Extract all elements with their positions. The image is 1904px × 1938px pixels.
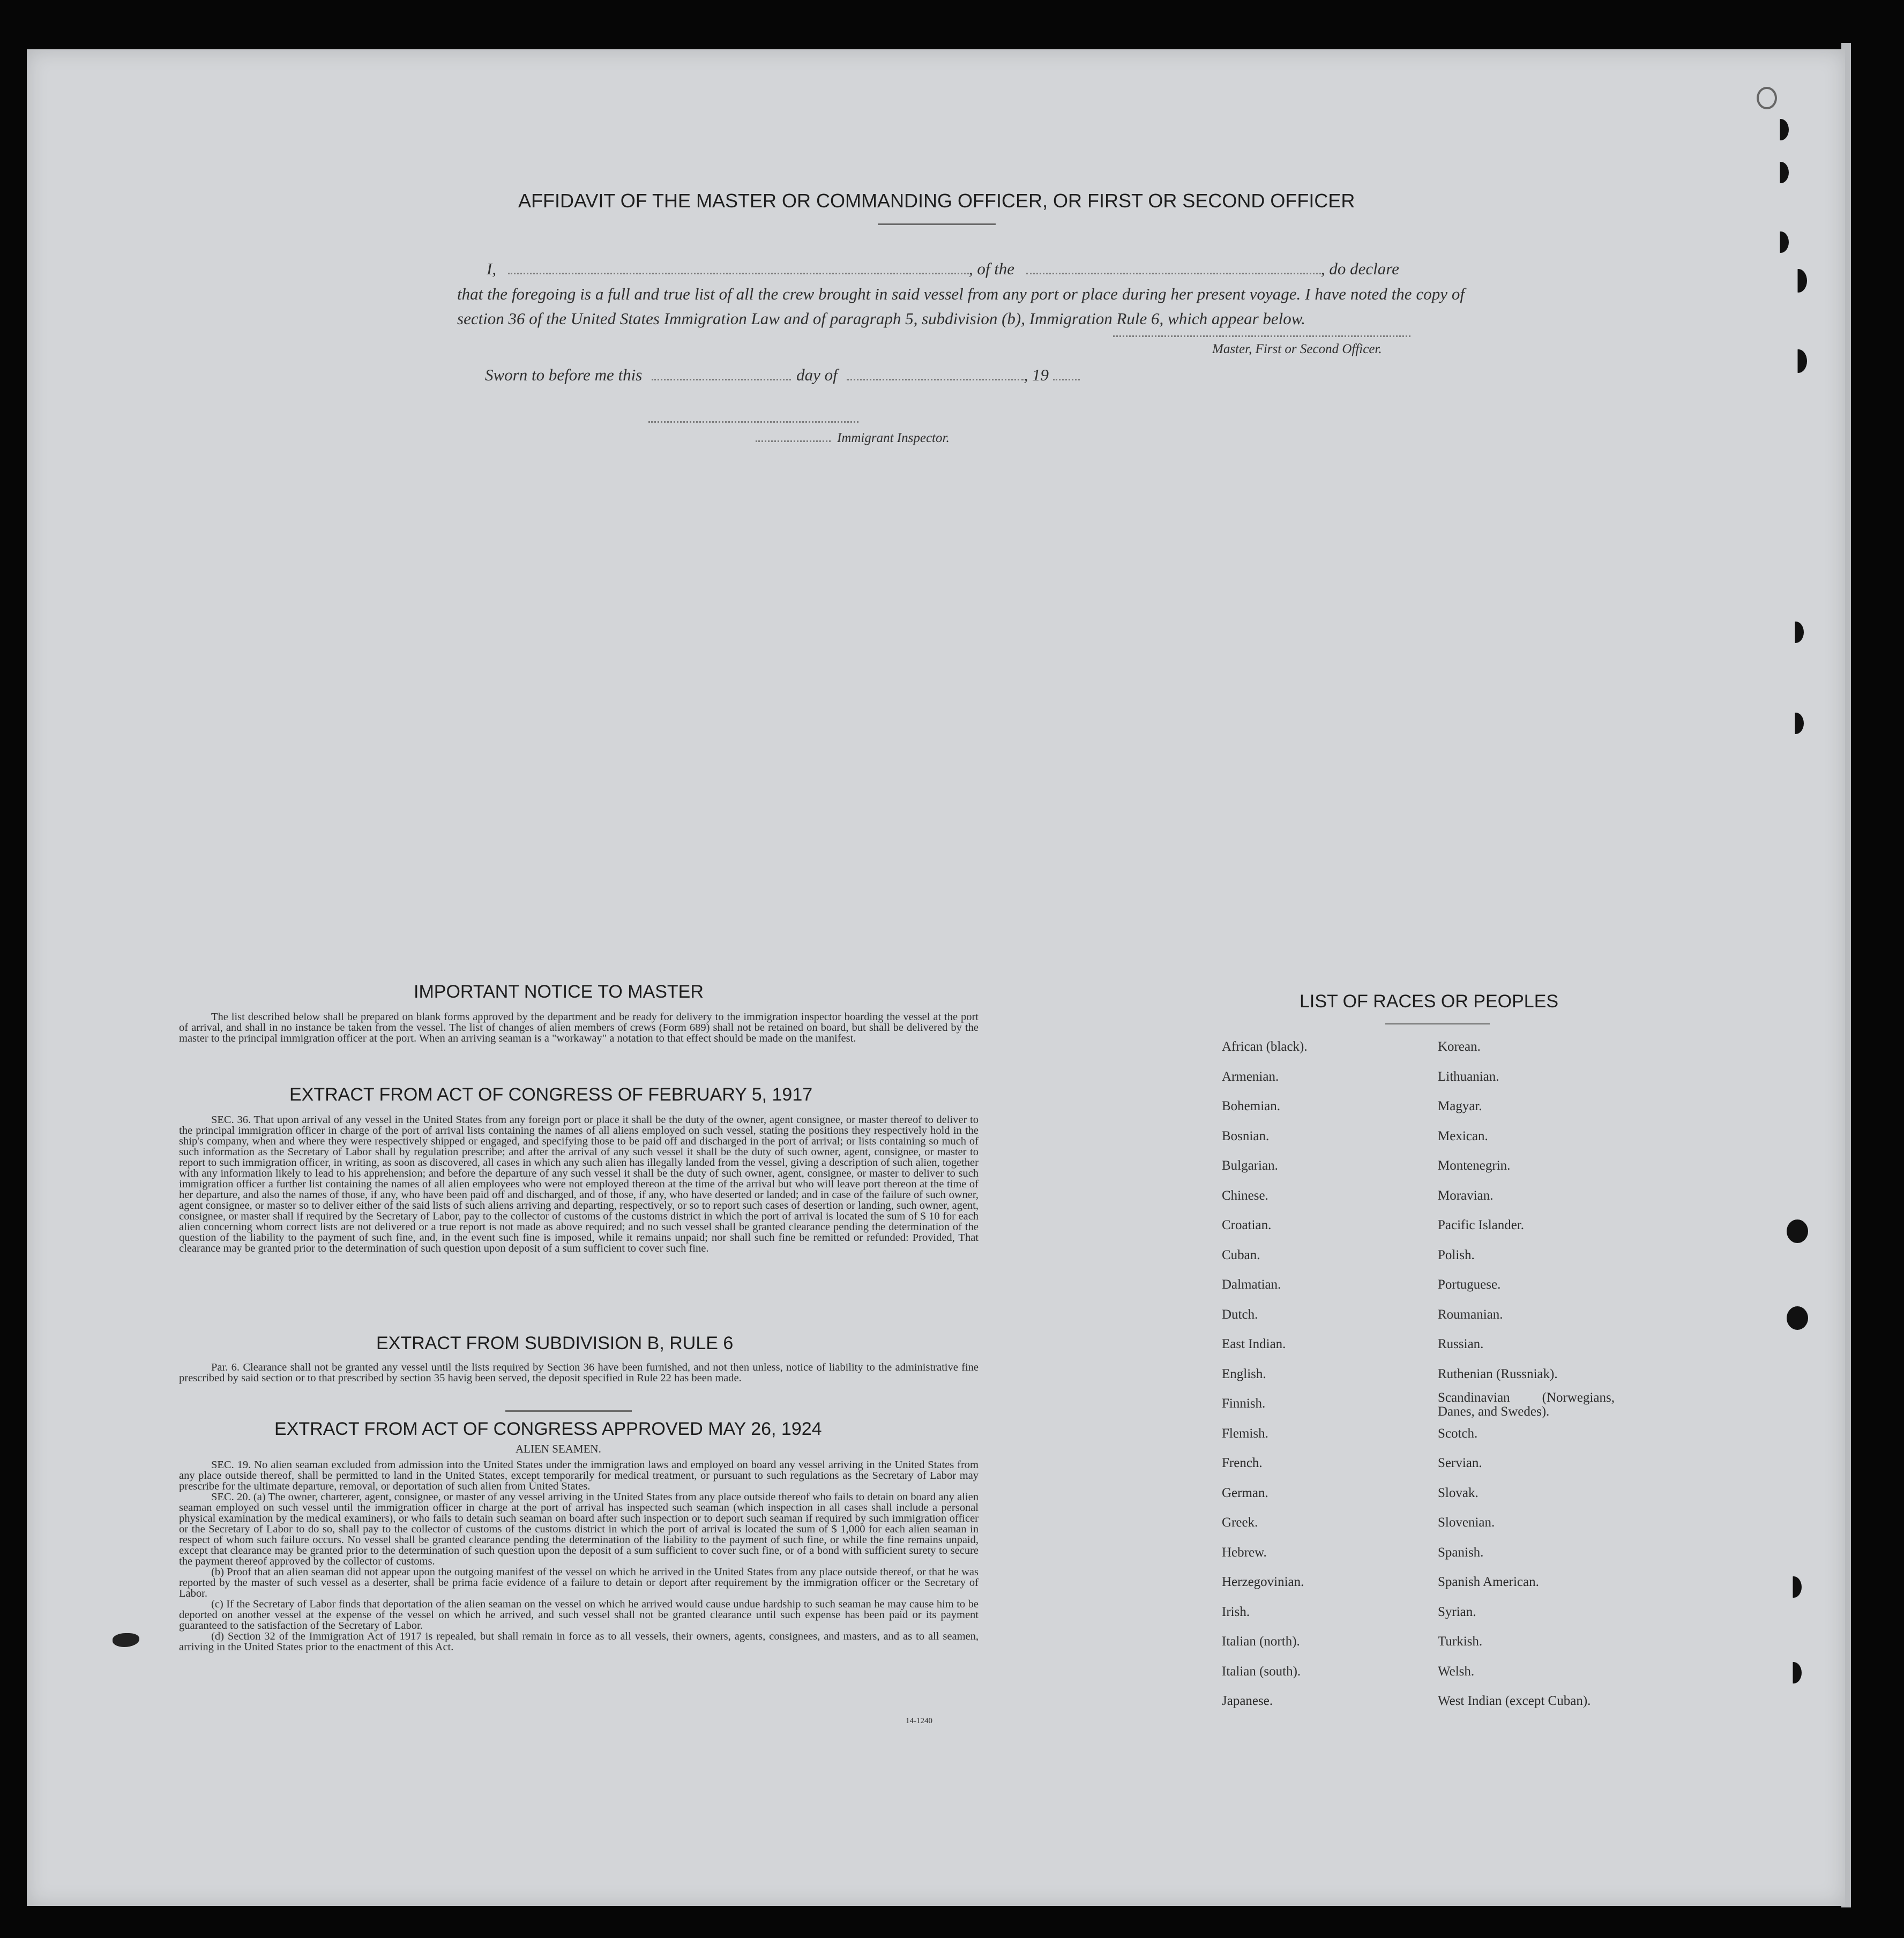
race-item: Roumanian.	[1438, 1307, 1503, 1322]
race-item: Magyar.	[1438, 1099, 1482, 1113]
sec19-paragraph: SEC. 19. No alien seaman excluded from admission into the United States under the immigration laws and employed on board any vessel arriving in the United States from any place outside thereof, shall be permitted to land in the United States, except temporarily for medical treatment, or pursuant to such regulations as the Secretary of Labor may prescribe for the ultimate departure, removal, or deportation of such alien from United States.	[179, 1459, 979, 1492]
affidavit-title: AFFIDAVIT OF THE MASTER OR COMMANDING OFFICER, OR FIRST OR SECOND OFFICER	[518, 190, 1355, 212]
race-item: Welsh.	[1438, 1664, 1475, 1679]
document-page	[27, 49, 1845, 1906]
affidavit-do-declare: , do declare	[1320, 259, 1399, 278]
inspector-signature-line	[648, 421, 858, 423]
master-signature-label: Master, First or Second Officer.	[1212, 342, 1382, 356]
affidavit-line-1	[487, 259, 1399, 279]
notice-title: IMPORTANT NOTICE TO MASTER	[414, 982, 704, 1002]
race-item: Japanese.	[1222, 1694, 1273, 1708]
ink-smudge	[113, 1633, 139, 1647]
race-item: Servian.	[1438, 1456, 1482, 1470]
sworn-year: , 19	[1024, 365, 1049, 384]
race-item: Armenian.	[1222, 1069, 1279, 1084]
sworn-line	[485, 365, 1080, 385]
extract-1924-body	[179, 1460, 979, 1652]
race-item: African (black).	[1222, 1039, 1308, 1054]
binder-hole-icon	[1788, 713, 1804, 734]
races-title-rule	[1385, 1023, 1490, 1024]
inspector-signature-label	[756, 431, 950, 446]
sec20d-paragraph: (d) Section 32 of the Immigration Act of 1917 is repealed, but shall remain in force as to all vessels, their owners, agents, consignees, and masters, and as to all seamen, arriving in the United States prior to the enactment of this Act.	[179, 1630, 979, 1653]
race-item: Spanish American.	[1438, 1575, 1539, 1589]
binder-hole-icon	[1790, 269, 1807, 293]
binder-hole-icon	[1773, 231, 1789, 253]
race-item: Croatian.	[1222, 1218, 1272, 1232]
race-item: French.	[1222, 1456, 1263, 1470]
race-item: Ruthenian (Russniak).	[1438, 1366, 1558, 1381]
binder-hole-icon	[1790, 349, 1807, 373]
sworn-day-of: day of	[796, 365, 838, 384]
race-item: Mexican.	[1438, 1128, 1488, 1143]
race-item: Irish.	[1222, 1604, 1250, 1619]
race-item: Hebrew.	[1222, 1545, 1267, 1560]
affidavit-body: that the foregoing is a full and true list of all the crew brought in said vessel from any port or place during her present voyage. I have noted the copy of section 36 of the United States Immigration Law and of paragraph 5, subdivision (b), Immigration Rule 6, which appear below.	[457, 285, 1465, 328]
race-item: Portuguese.	[1438, 1277, 1501, 1292]
race-item: East Indian.	[1222, 1337, 1286, 1351]
rule6-paragraph: Par. 6. Clearance shall not be granted any vessel until the lists required by Section 36 have been furnished, and not then unless, notice of liability to the administrative fine prescribed by said section or to that prescribed by section 35 havig been served, the deposit specified in Rule 22 has been made.	[179, 1361, 979, 1384]
inspector-name-blank	[756, 439, 831, 442]
race-item: Finnish.	[1222, 1396, 1266, 1411]
binder-hole-icon	[1757, 87, 1777, 109]
race-item: Syrian.	[1438, 1604, 1476, 1619]
race-item: Slovak.	[1438, 1485, 1479, 1500]
race-item: German.	[1222, 1485, 1268, 1500]
sec20a-paragraph: SEC. 20. (a) The owner, charterer, agent, consignee, or master of any vessel arriving in the United States from any place outside thereof who fails to detain on board any alien seaman employed on such vessel until the immigration officer in charge at the port of arrival has inspected such seaman (which inspection in all cases shall include a personal physical examination by the medical examiners), or who fails to detain such seaman on board after such inspection or to deport such seaman if required by such immigration officer or the Secretary of Labor to do so, shall pay to the collector of customs of the customs district in which the port of arrival is located the sum of $ 1,000 for each alien seaman in respect of whom such failure occurs. No vessel shall be granted clearance pending the determination of the liability to the payment of such fine, or while the fine remains unpaid, except that clearance may be granted prior to the determination of such question upon the deposit of a sum sufficient to cover such fine, or of a bond with sufficient surety to secure the payment thereof approved by the collector of customs.	[179, 1491, 979, 1567]
race-item: Dutch.	[1222, 1307, 1258, 1322]
rule6-divider	[505, 1410, 632, 1412]
race-item: Bulgarian.	[1222, 1158, 1278, 1173]
affidavit-i: I,	[487, 259, 497, 278]
rule6-title: EXTRACT FROM SUBDIVISION B, RULE 6	[376, 1333, 734, 1353]
race-item: Spanish.	[1438, 1545, 1484, 1560]
race-item: Polish.	[1438, 1247, 1475, 1262]
binder-hole-icon	[1787, 1306, 1808, 1330]
race-item: West Indian (except Cuban).	[1438, 1694, 1591, 1708]
notice-body	[179, 1012, 979, 1044]
notice-paragraph: The list described below shall be prepared on blank forms approved by the department and be ready for delivery to the immigration inspector boarding the vessel at the port of arrival, and shall in no instance be taken from the vessel. The list of changes of alien members of crews (Form 689) shall not be retained on board, but shall be delivered by the master to the principal immigration officer at the port. When an arriving seaman is a "workaway" a notation to that effect should be made on the manifest.	[179, 1011, 979, 1044]
race-item: Scotch.	[1438, 1426, 1478, 1441]
race-item: Herzegovinian.	[1222, 1575, 1304, 1589]
race-item: Chinese.	[1222, 1188, 1268, 1203]
title-rule	[878, 223, 996, 225]
race-item: Scandinavian (Norwegians, Danes, and Swedes).	[1438, 1390, 1615, 1419]
race-item: Bohemian.	[1222, 1099, 1281, 1113]
binder-hole-icon	[1788, 622, 1804, 643]
extract-1924-title: EXTRACT FROM ACT OF CONGRESS APPROVED MAY 26, 1924	[274, 1419, 822, 1439]
inspector-label-text: Immigrant Inspector.	[837, 431, 950, 445]
extract-1924-subtitle: ALIEN SEAMEN.	[516, 1442, 601, 1455]
sworn-month-blank	[847, 378, 1024, 380]
race-item: Lithuanian.	[1438, 1069, 1499, 1084]
sworn-day-blank	[652, 378, 791, 380]
rule6-body	[179, 1362, 979, 1383]
master-signature-line	[1113, 335, 1410, 337]
sec20c-paragraph: (c) If the Secretary of Labor finds that deportation of the alien seaman on the vessel on which he arrived would cause undue hardship to such seaman he may cause him to be deported on another vessel at the expense of the vessel on which he arrived, and such vessel shall not be granted clearance until such expense has been paid or its payment guaranteed to the satisfaction of the Secretary of Labor.	[179, 1598, 979, 1632]
race-item: Cuban.	[1222, 1247, 1260, 1262]
form-number: 14-1240	[906, 1717, 932, 1725]
binder-hole-icon	[1773, 162, 1789, 183]
race-item: Bosnian.	[1222, 1128, 1270, 1143]
race-item: Italian (south).	[1222, 1664, 1301, 1679]
name-blank	[508, 272, 969, 274]
extract-1917-paragraph: SEC. 36. That upon arrival of any vessel in the United States from any foreign port or place it shall be the duty of the owner, agent consignee, or master thereof to deliver to the principal immigration officer in charge of the port of arrival lists containing the names of all aliens employed on such vessel, stating the positions they respectively hold in the ship's company, when and where they were respectively shipped or engaged, and specifying those to be paid off and discharged in the port of arrival; or lists containing so much of such information as the Secretary of Labor shall by regulation prescribe; and after the arrival of any such vessel it shall be the duty of such owner, agent, consignee, or master to report to such immigration officer, in writing, as soon as discovered, all cases in which any such alien has illegally landed from the vessel, giving a description of such alien, together with any information likely to lead to his apprehension; and before the departure of any such vessel it shall be the duty of such owner, agent, consignee, or master to deliver to such immigration officer a further list containing the names of all alien employees who were not employed thereon at the time of the arrival but who will leave port thereon at the time of her departure, and also the names of those, if any, who have been paid off and discharged, and of those, if any, who have deserted or landed; and in case of the failure of such owner, agent consignee, or master so to deliver either of the said lists of such aliens arriving and departing, respectively, or so to report such cases of desertion or landing, such owner, agent, consignee, or master shall if required by the Secretary of Labor, pay to the collector of customs of the customs district in which the port of arrival is located the sum of $ 10 for each alien concerning whom correct lists are not delivered or a true report is not made as above required; and no such vessel shall be granted clearance pending the determination of the question of the liability to the payment of such fine, and, in the event such fine is imposed, while it remains unpaid; nor shall such fine be remitted or refunded: Provided, That clearance may be granted prior to the determination of such question upon deposit of a sum sufficient to cover such fine.	[179, 1114, 979, 1254]
race-item: Turkish.	[1438, 1634, 1483, 1649]
race-item: Dalmatian.	[1222, 1277, 1281, 1292]
race-item: Italian (north).	[1222, 1634, 1300, 1649]
race-item: Slovenian.	[1438, 1515, 1495, 1530]
extract-1917-body	[179, 1114, 979, 1254]
race-item: Moravian.	[1438, 1188, 1494, 1203]
binder-hole-icon	[1786, 1662, 1802, 1683]
race-item: Flemish.	[1222, 1426, 1268, 1441]
binder-hole-icon	[1787, 1219, 1808, 1243]
extract-1917-title: EXTRACT FROM ACT OF CONGRESS OF FEBRUARY 5, 1917	[289, 1084, 813, 1105]
race-item: English.	[1222, 1366, 1266, 1381]
binder-hole-icon	[1786, 1576, 1802, 1598]
binder-hole-icon	[1773, 119, 1789, 140]
affidavit-of-the: , of the	[968, 259, 1015, 278]
sworn-year-blank	[1053, 378, 1080, 380]
sec20b-paragraph: (b) Proof that an alien seaman did not appear upon the outgoing manifest of the vessel on which he arrived in the United States from any place outside thereof, or that he was reported by the master of such vessel as a deserter, shall be prima facie evidence of a failure to detain or deport after requirement by the immigration officer or the Secretary of Labor.	[179, 1566, 979, 1599]
race-item: Korean.	[1438, 1039, 1481, 1054]
races-title: LIST OF RACES OR PEOPLES	[1300, 991, 1559, 1012]
race-item: Montenegrin.	[1438, 1158, 1511, 1173]
race-item: Russian.	[1438, 1337, 1484, 1351]
sworn-prefix: Sworn to before me this	[485, 365, 643, 384]
vessel-blank	[1026, 272, 1321, 274]
race-item: Pacific Islander.	[1438, 1218, 1525, 1232]
race-item: Greek.	[1222, 1515, 1258, 1530]
